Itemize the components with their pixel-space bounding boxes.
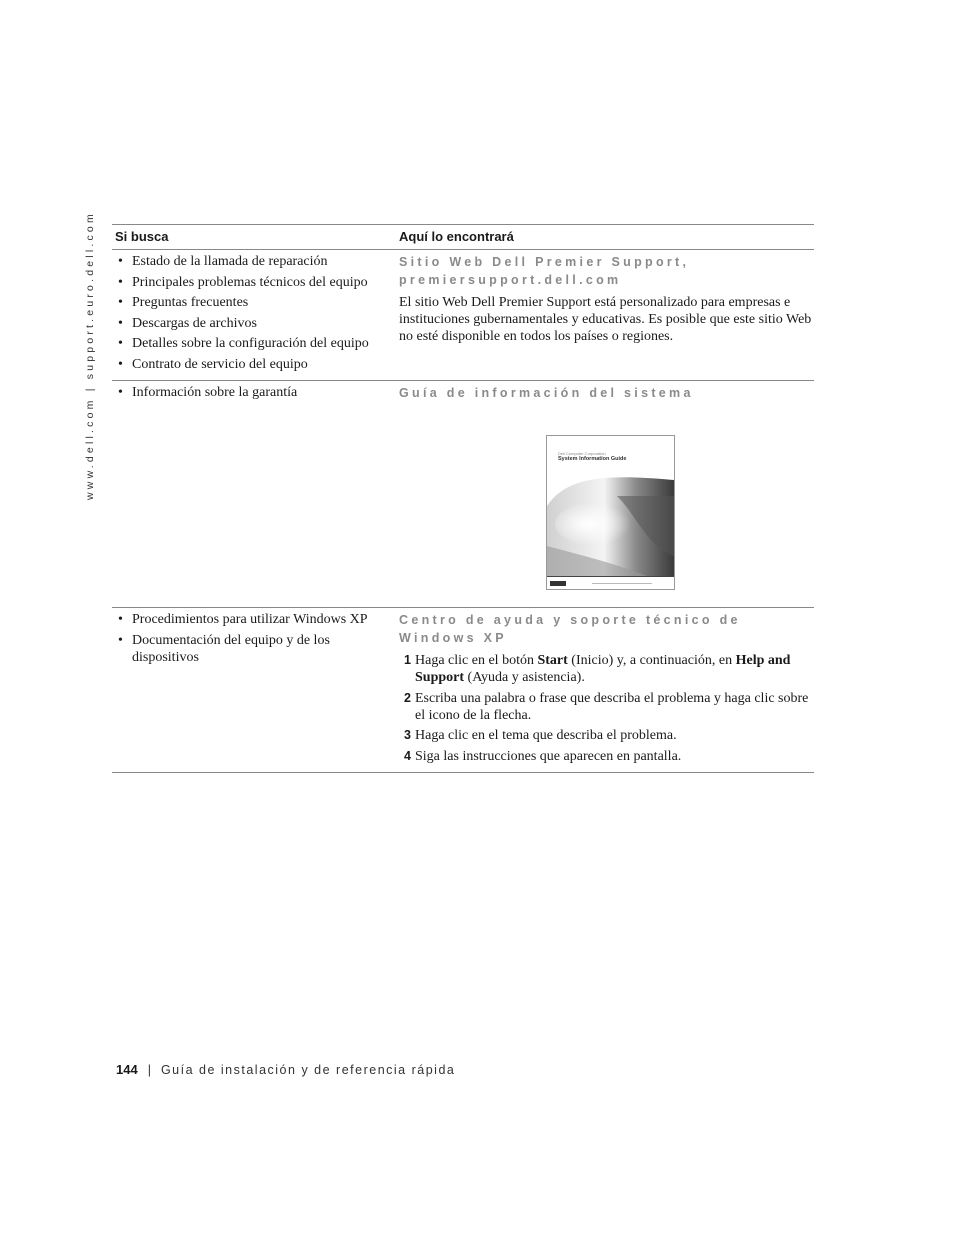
table-row (112, 381, 814, 608)
step-text: Escriba una palabra o frase que describa el problema y haga clic sobre el icono de la flecha. (415, 690, 809, 723)
row3-source (396, 608, 814, 773)
windows-help-steps (399, 652, 814, 765)
start-button-label: Start (537, 653, 568, 668)
row3-bullet-list (112, 611, 396, 666)
table-header-row (112, 225, 814, 250)
step-text: (Inicio) y, a continuación, en (567, 653, 736, 668)
list-item: • Principales problemas técnicos del equipo (118, 274, 396, 291)
step-item (404, 652, 814, 686)
step-item (404, 690, 814, 724)
row1-source (396, 250, 814, 381)
guide-cover-big-title: System Information Guide (558, 456, 627, 462)
list-item: • Descargas de archivos (118, 315, 396, 332)
page-number: 144 (116, 1062, 138, 1077)
list-item: • Estado de la llamada de reparación (118, 253, 396, 270)
header-aqui-encontrara: Aquí lo encontrará (396, 225, 814, 250)
step-text: (Ayuda y asistencia). (464, 670, 585, 685)
help-support-label: Help and Support (415, 653, 791, 685)
guide-figure (399, 407, 814, 603)
premier-support-url[interactable]: premiersupport.dell.com (399, 273, 622, 287)
footer-title: Guía de instalación y de referencia rápida (160, 1063, 456, 1077)
list-item: • Información sobre la garantía (118, 384, 396, 401)
list-item: • Preguntas frecuentes (118, 294, 396, 311)
footer-separator: | (147, 1063, 151, 1077)
step-item (404, 727, 814, 744)
step-text: Haga clic en el botón (415, 653, 538, 668)
step-number: 1 (404, 653, 411, 667)
side-url: www.dell.com | support.euro.dell.com (84, 211, 96, 500)
step-number: 3 (404, 728, 411, 742)
page-footer (116, 1062, 455, 1077)
step-item (404, 748, 814, 765)
system-guide-title: Guía de información del sistema (399, 386, 694, 400)
premier-support-description: El sitio Web Dell Premier Support está personalizado para empresas e instituciones gubernamentales y educativas. Es posible que este sitio Web no esté disponible en todos los países o regiones. (399, 295, 812, 344)
table-row (112, 250, 814, 381)
guide-cover-small-title: Dell Computer Corporation (558, 451, 606, 456)
list-item: • Procedimientos para utilizar Windows XP (118, 611, 396, 628)
step-text: Siga las instrucciones que aparecen en pantalla. (415, 748, 682, 764)
table-row (112, 608, 814, 773)
list-item: • Contrato de servicio del equipo (118, 356, 396, 373)
row1-bullet-list (112, 253, 396, 373)
guide-cover-image (546, 435, 675, 590)
row3-lookup (112, 608, 396, 773)
step-text: Haga clic en el tema que describa el problema. (415, 728, 677, 743)
windows-help-title: Centro de ayuda y soporte técnico de Windows XP (399, 613, 741, 645)
list-item: • Documentación del equipo y de los dispositivos (118, 632, 396, 666)
list-item: • Detalles sobre la configuración del equipo (118, 335, 396, 352)
premier-support-title-line1: Sitio Web Dell Premier Support, (399, 255, 690, 269)
step-number: 2 (404, 690, 411, 705)
step-number: 4 (404, 748, 411, 763)
premier-support-title (399, 253, 814, 289)
row1-lookup (112, 250, 396, 381)
row2-lookup (112, 381, 396, 608)
row2-bullet-list (112, 384, 396, 401)
info-table (112, 224, 814, 773)
header-si-busca: Si busca (112, 225, 396, 250)
row2-source (396, 381, 814, 608)
